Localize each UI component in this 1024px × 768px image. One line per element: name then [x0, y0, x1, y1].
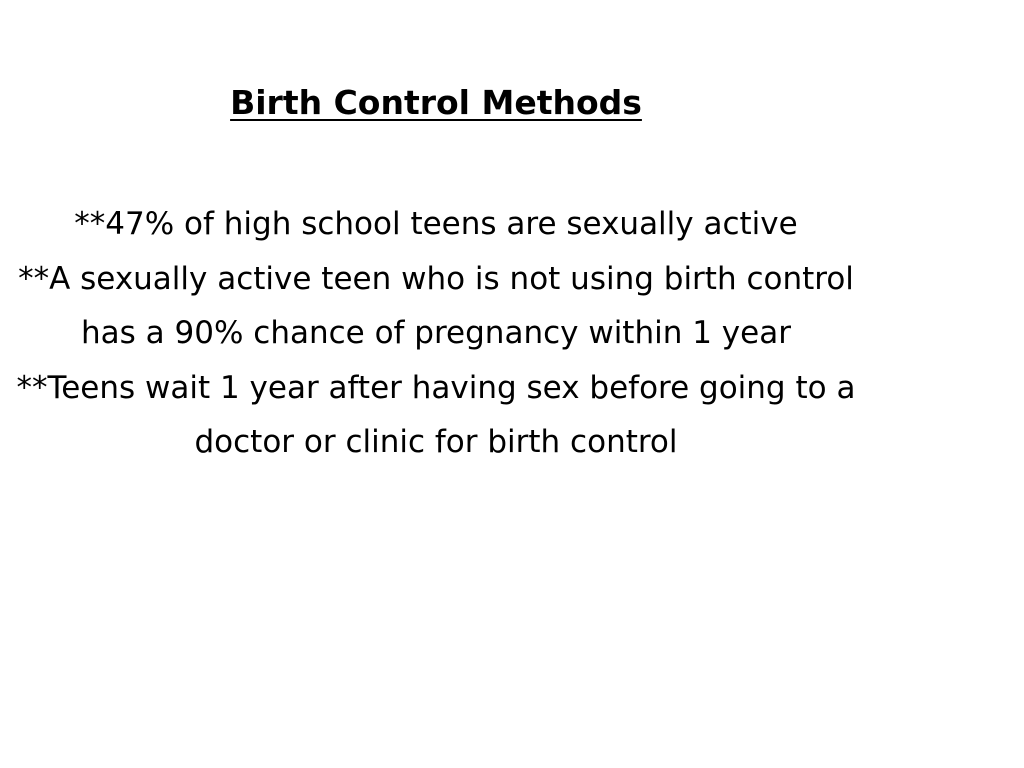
bullet-wait-before-clinic: **Teens wait 1 year after having sex before going to a doctor or clinic for birth control	[16, 369, 856, 460]
bullet-teens-sexually-active: **47% of high school teens are sexually active	[74, 206, 798, 242]
bullet-pregnancy-chance: **A sexually active teen who is not using birth control has a 90% chance of pregnancy within 1 year	[18, 260, 854, 351]
slide-body	[10, 197, 862, 470]
slide-title-text: Birth Control Methods	[230, 83, 642, 122]
slide-title	[0, 80, 872, 126]
